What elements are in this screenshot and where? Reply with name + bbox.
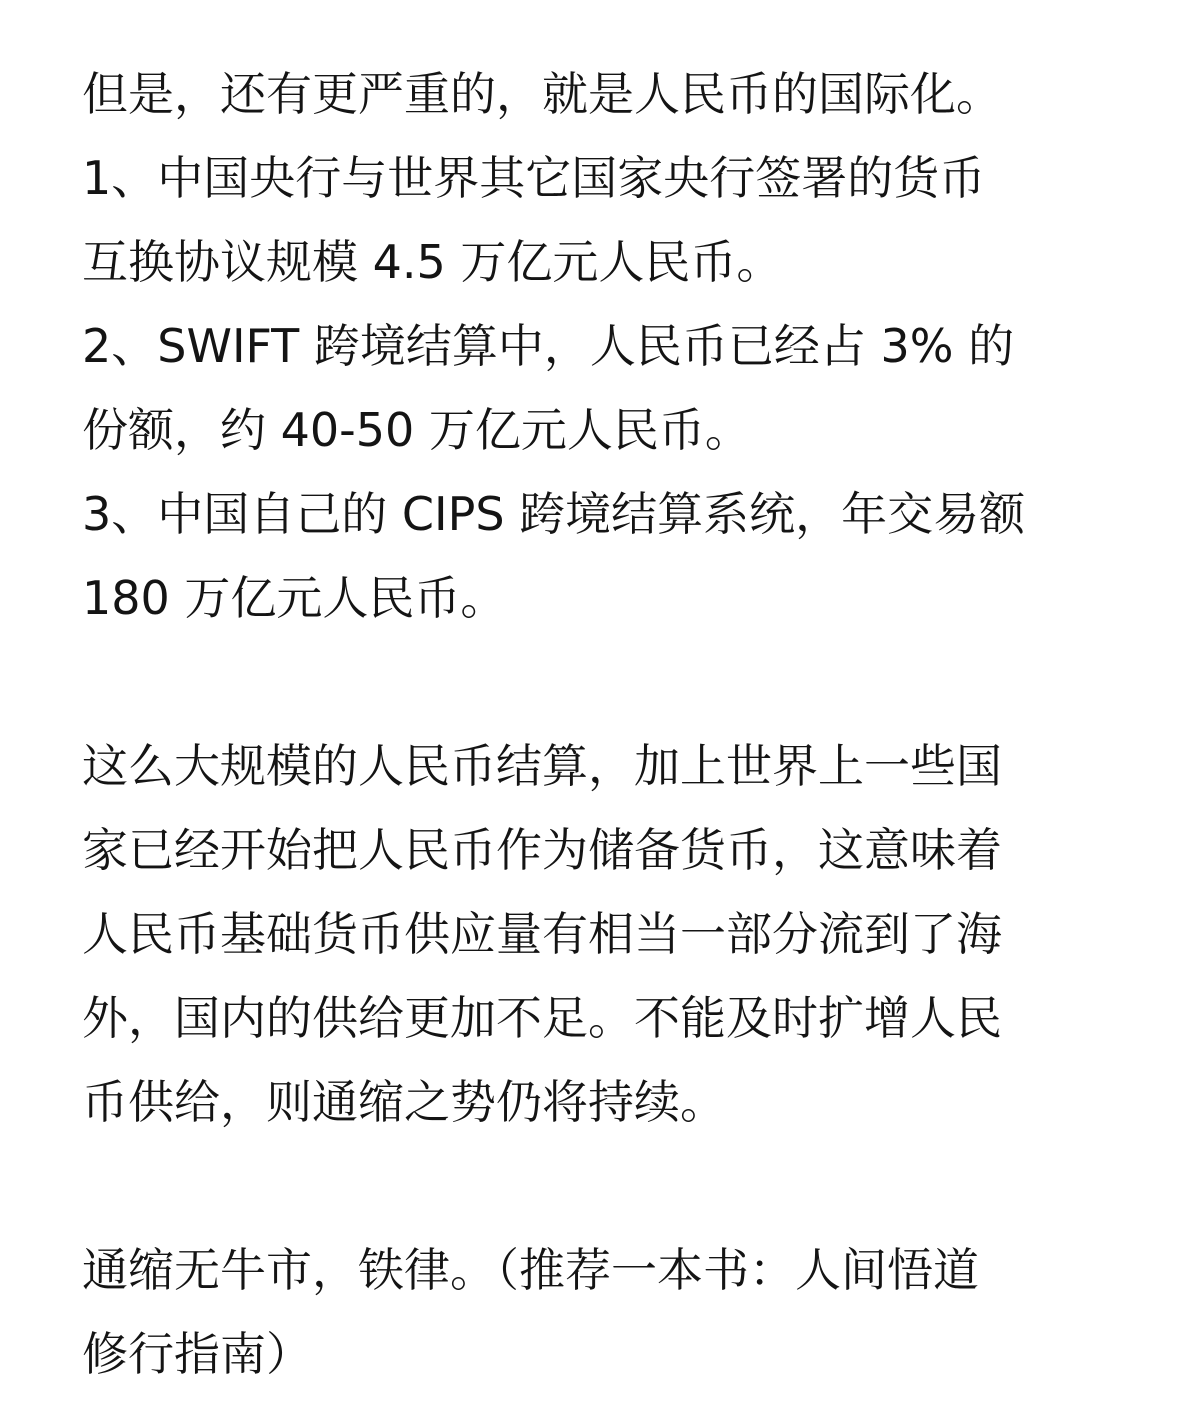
text-line: 1、中国央行与世界其它国家央行签署的货币 — [82, 151, 986, 205]
text-line: 180 万亿元人民币。 — [82, 571, 507, 625]
text-line: 通缩无牛市，铁律。（推荐一本书：人间悟道 — [82, 1243, 979, 1297]
text-line: 币供给，则通缩之势仍将持续。 — [82, 1075, 726, 1129]
text-line: 修行指南） — [82, 1327, 312, 1381]
article-body — [82, 52, 1122, 1396]
text-line: 家已经开始把人民币作为储备货币，这意味着 — [82, 823, 1002, 877]
text-line: 份额，约 40-50 万亿元人民币。 — [82, 403, 751, 457]
paragraph-internationalization — [82, 52, 1122, 640]
text-line: 2、SWIFT 跨境结算中，人民币已经占 3% 的 — [82, 319, 1015, 373]
text-line: 这么大规模的人民币结算，加上世界上一些国 — [82, 739, 1002, 793]
text-line: 互换协议规模 4.5 万亿元人民币。 — [82, 235, 783, 289]
text-line: 人民币基础货币供应量有相当一部分流到了海 — [82, 907, 1002, 961]
paragraph-conclusion — [82, 1228, 1122, 1396]
text-line: 但是，还有更严重的，就是人民币的国际化。 — [82, 67, 1002, 121]
paragraph-spacer — [82, 640, 1122, 724]
paragraph-deflation-cause — [82, 724, 1122, 1144]
paragraph-spacer — [82, 1144, 1122, 1228]
text-line: 外，国内的供给更加不足。不能及时扩增人民 — [82, 991, 1002, 1045]
text-line: 3、中国自己的 CIPS 跨境结算系统，年交易额 — [82, 487, 1026, 541]
